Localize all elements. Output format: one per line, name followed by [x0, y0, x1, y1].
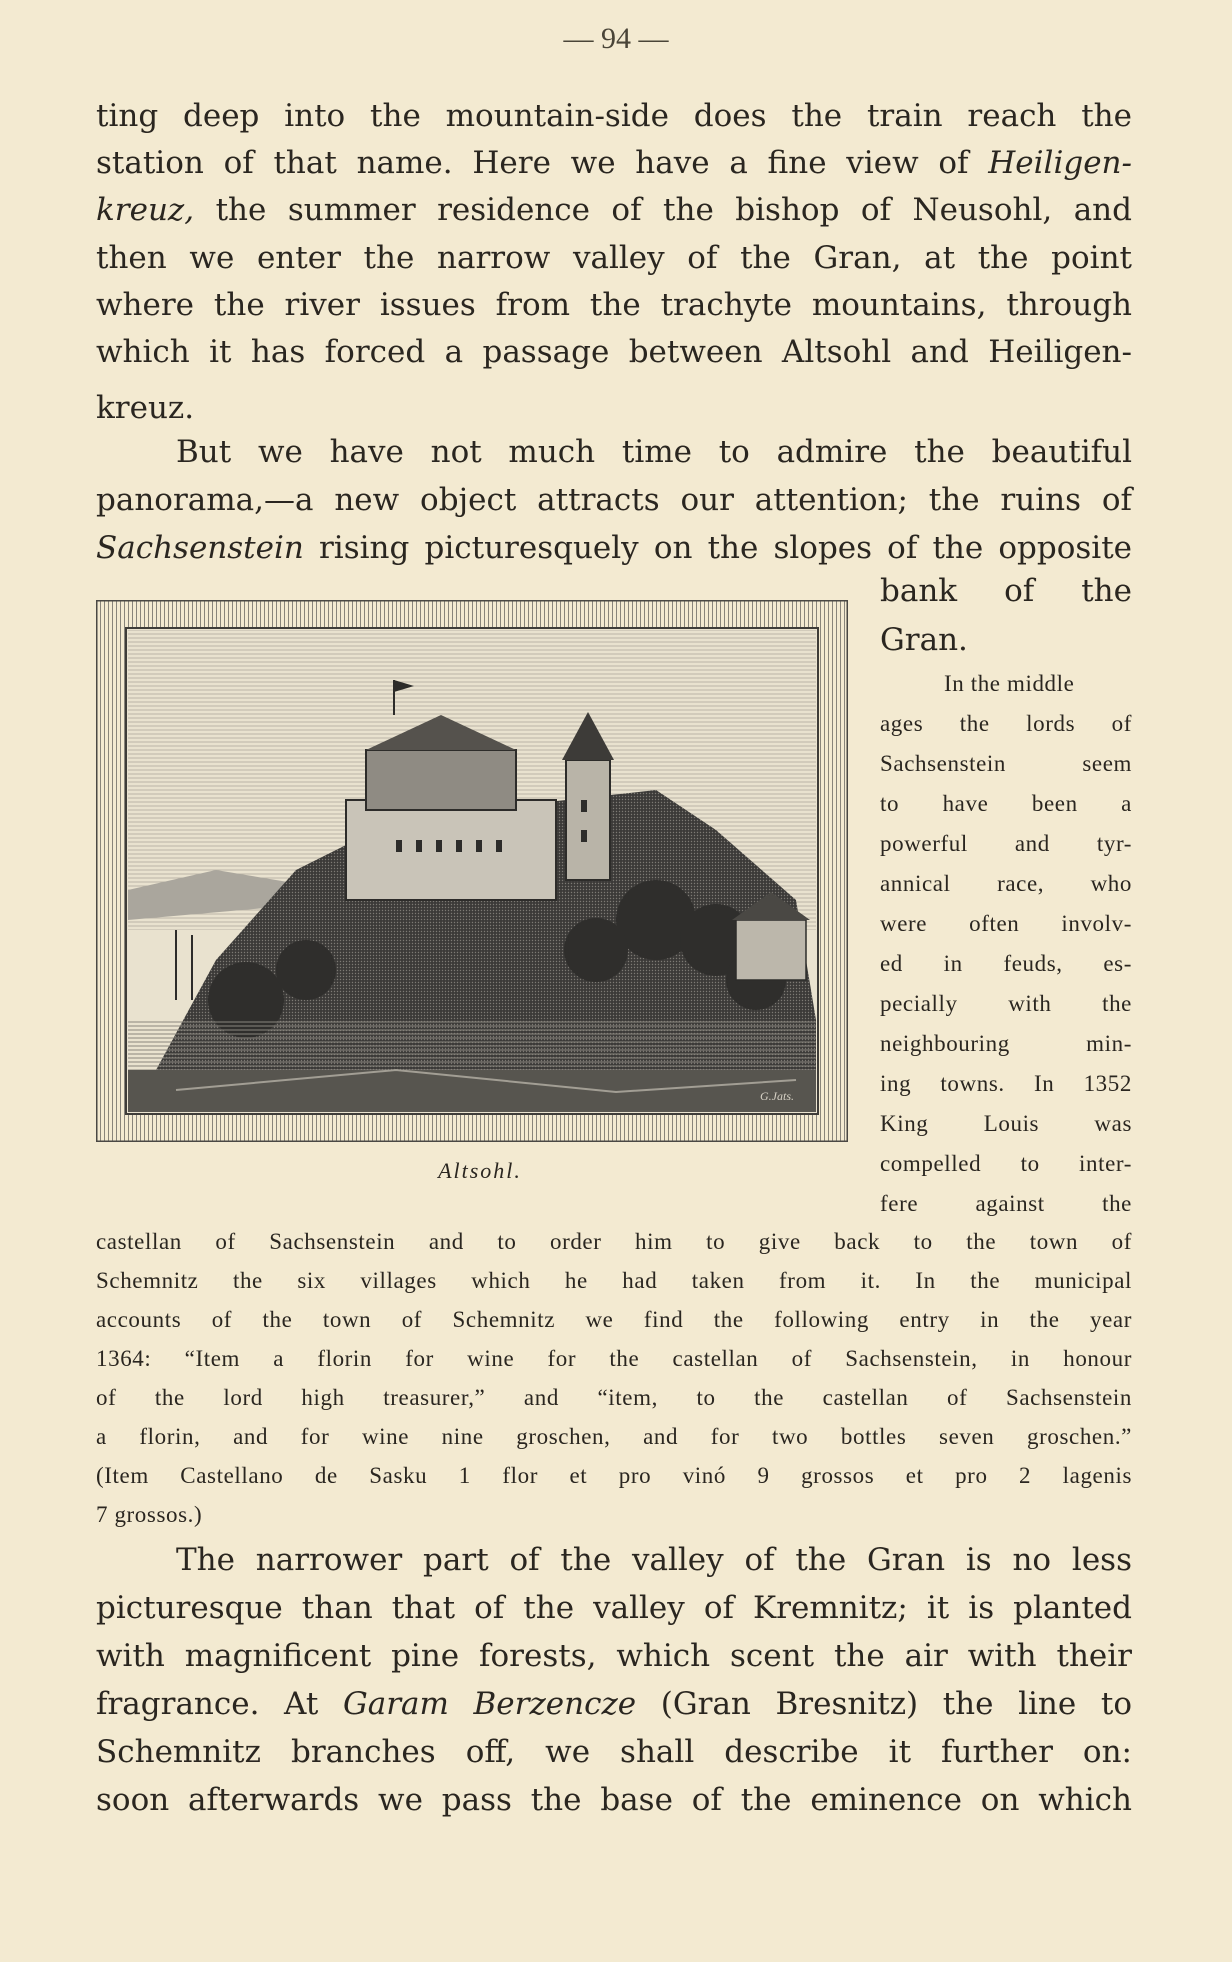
text-line: kreuz.: [96, 390, 195, 426]
small-text-line: fere against the: [880, 1191, 1132, 1216]
text-line: kreuz, the summer residence of the bishop of Neusohl, and: [96, 192, 1132, 228]
page-number: — 94 —: [563, 22, 669, 55]
small-text-line: annical race, who: [880, 871, 1132, 896]
text-line: panorama,—a new object attracts our attention; the ruins of: [96, 482, 1132, 518]
text-line: soon afterwards we pass the base of the eminence on which: [96, 1782, 1132, 1818]
text-line: fragrance. At Garam Berzencze (Gran Bresnitz) the line to: [96, 1686, 1132, 1722]
text-line: picturesque than that of the valley of Kremnitz; it is planted: [96, 1590, 1132, 1626]
figure-caption: Altsohl.: [438, 1158, 522, 1183]
small-text-line: a florin, and for wine nine groschen, and for two bottles seven groschen.”: [96, 1424, 1132, 1449]
text-line: But we have not much time to admire the beautiful: [176, 434, 1132, 470]
text-line: Sachsenstein rising picturesquely on the slopes of the opposite: [96, 530, 1132, 566]
small-text-line: Schemnitz the six villages which he had taken from it. In the municipal: [96, 1268, 1132, 1293]
castle-illustration: [96, 600, 848, 1142]
text-line: station of that name. Here we have a fine view of Heiligen-: [96, 145, 1132, 181]
small-text-line: 7 grossos.): [96, 1502, 203, 1527]
small-text-line: In the middle: [944, 671, 1075, 696]
text-line: then we enter the narrow valley of the Gran, at the point: [96, 240, 1132, 276]
small-text-line: neighbouring min-: [880, 1031, 1132, 1056]
small-text-line: 1364: “Item a florin for wine for the castellan of Sachsenstein, in honour: [96, 1346, 1132, 1371]
small-text-line: accounts of the town of Schemnitz we find the following entry in the year: [96, 1307, 1132, 1332]
small-text-line: ages the lords of: [880, 711, 1132, 736]
small-text-line: ed in feuds, es-: [880, 951, 1132, 976]
small-text-line: ing towns. In 1352: [880, 1071, 1132, 1096]
small-text-line: pecially with the: [880, 991, 1132, 1016]
text-line: where the river issues from the trachyte mountains, through: [96, 287, 1132, 323]
small-text-line: King Louis was: [880, 1111, 1132, 1136]
small-text-line: compelled to inter-: [880, 1151, 1132, 1176]
text-line: with magnificent pine forests, which scent the air with their: [96, 1638, 1132, 1674]
text-line: which it has forced a passage between Altsohl and Heiligen-: [96, 334, 1132, 370]
small-text-line: of the lord high treasurer,” and “item, to the castellan of Sachsenstein: [96, 1385, 1132, 1410]
small-text-line: powerful and tyr-: [880, 831, 1132, 856]
text-line: ting deep into the mountain-side does the train reach the: [96, 98, 1132, 134]
engraver-signature: G.Jats.: [760, 1089, 794, 1103]
small-text-line: (Item Castellano de Sasku 1 flor et pro vinó 9 grossos et pro 2 lagenis: [96, 1463, 1132, 1488]
small-text-line: to have been a: [880, 791, 1132, 816]
small-text-line: were often involv-: [880, 911, 1132, 936]
text-line: Gran.: [880, 622, 968, 658]
small-text-line: Sachsenstein seem: [880, 751, 1132, 776]
text-line: The narrower part of the valley of the Gran is no less: [176, 1542, 1132, 1578]
engraving-altsohl: [96, 600, 848, 1142]
small-text-line: castellan of Sachsenstein and to order him to give back to the town of: [96, 1229, 1132, 1254]
text-line: Schemnitz branches off, we shall describe it further on:: [96, 1734, 1132, 1770]
text-line: bank of the: [880, 573, 1132, 609]
